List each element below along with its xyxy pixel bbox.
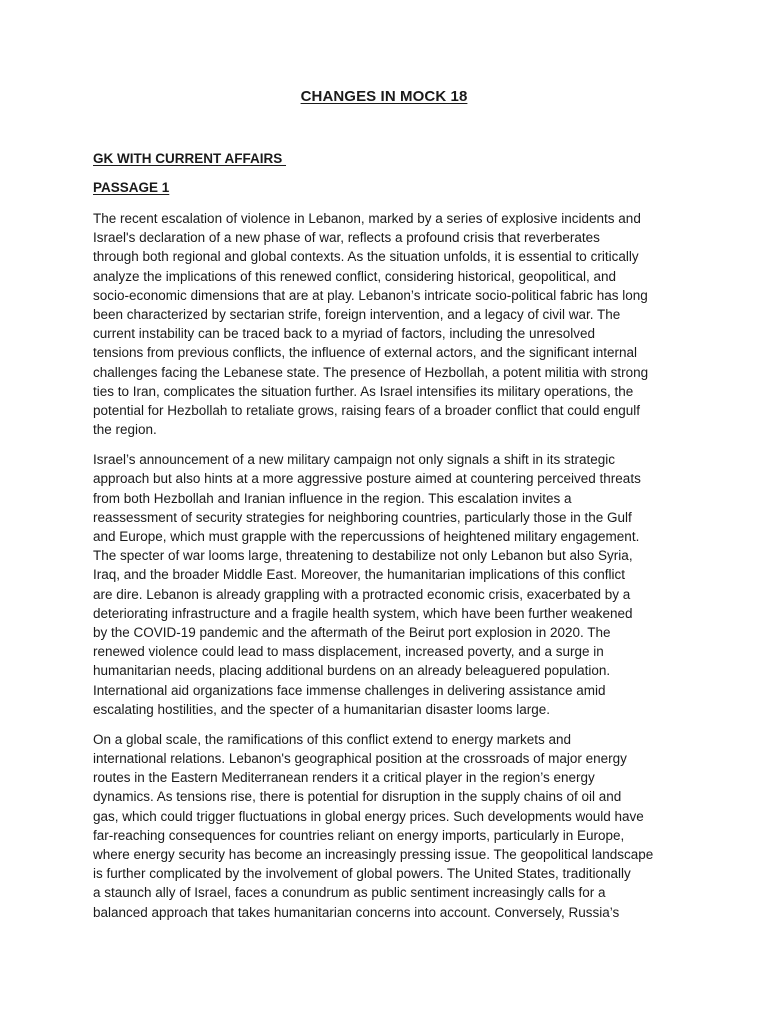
paragraph-line: Iraq, and the broader Middle East. Moreover, the humanitarian implications of this conflict: [93, 567, 626, 583]
paragraph-line: renewed violence could lead to mass displacement, increased poverty, and a surge in: [93, 644, 604, 660]
paragraph-line: by the COVID-19 pandemic and the aftermath of the Beirut port explosion in 2020. The: [93, 624, 611, 640]
paragraph-line: is further complicated by the involvement of global powers. The United States, traditionally: [93, 866, 631, 882]
paragraph-3: [93, 730, 679, 922]
paragraph-line: Israel’s announcement of a new military campaign not only signals a shift in its strategic: [93, 452, 616, 468]
paragraph-line: and Europe, which must grapple with the repercussions of heightened military engagement.: [93, 529, 640, 544]
paragraph-line: ties to Iran, complicates the situation further. As Israel intensifies its military operations, the: [93, 383, 634, 399]
paragraph-line: a staunch ally of Israel, faces a conundrum as public sentiment increasingly calls for a: [93, 885, 606, 901]
paragraph-line: Israel's declaration of a new phase of war, reflects a profound crisis that reverberates: [93, 230, 600, 246]
passage-body: [93, 209, 679, 933]
paragraph-line: current instability can be traced back to a myriad of factors, including the unresolved: [93, 326, 596, 342]
paragraph-line: far-reaching consequences for countries reliant on energy imports, particularly in Europe,: [93, 827, 625, 843]
paragraph-line: International aid organizations face immense challenges in delivering assistance amid: [93, 682, 606, 698]
paragraph-line: escalating hostilities, and the specter of a humanitarian disaster looms large.: [93, 701, 550, 717]
passage-heading: PASSAGE 1: [93, 180, 170, 195]
paragraph-line: tensions from previous conflicts, the influence of external actors, and the significant internal: [93, 345, 638, 361]
paragraph-line: deteriorating infrastructure and a fragile health system, which have been further weakened: [93, 605, 633, 621]
paragraph-line: dynamics. As tensions rise, there is potential for disruption in the supply chains of oil and: [93, 789, 622, 805]
paragraph-line: are dire. Lebanon is already grappling with a protracted economic crisis, exacerbated by a: [93, 586, 631, 602]
paragraph-line: The recent escalation of violence in Lebanon, marked by a series of explosive incidents and: [93, 211, 641, 226]
paragraph-line: approach but also hints at a more aggressive posture aimed at countering perceived threats: [93, 471, 641, 487]
paragraph-line: challenges facing the Lebanese state. The presence of Hezbollah, a potent militia with strong: [93, 364, 649, 380]
paragraph-line: The specter of war looms large, threatening to destabilize not only Lebanon but also Syria,: [93, 548, 633, 564]
paragraph-line: humanitarian needs, placing additional burdens on an already beleaguered population.: [93, 663, 611, 679]
paragraph-line: routes in the Eastern Mediterranean renders it a critical player in the region’s energy: [93, 770, 595, 786]
paragraph-line: the region.: [93, 422, 157, 438]
paragraph-line: analyze the implications of this renewed conflict, considering historical, geopolitical, and: [93, 268, 617, 284]
paragraph-line: On a global scale, the ramifications of this conflict extend to energy markets and: [93, 731, 571, 747]
paragraph-line: balanced approach that takes humanitarian concerns into account. Conversely, Russia’s: [93, 904, 620, 920]
section-heading: GK WITH CURRENT AFFAIRS: [93, 151, 286, 166]
paragraph-line: international relations. Lebanon's geographical position at the crossroads of major energy: [93, 751, 627, 767]
paragraph-line: reassessment of security strategies for neighboring countries, particularly those in the Gulf: [93, 509, 632, 525]
paragraph-1: [93, 209, 679, 439]
paragraph-line: through both regional and global contexts. As the situation unfolds, it is essential to critically: [93, 249, 639, 265]
paragraph-line: from both Hezbollah and Iranian influence in the region. This escalation invites a: [93, 490, 572, 506]
paragraph-line: socio-economic dimensions that are at play. Lebanon’s intricate socio-political fabric has long: [93, 287, 648, 303]
document-title: CHANGES IN MOCK 18: [300, 88, 468, 105]
paragraph-2: [93, 450, 679, 719]
paragraph-line: been characterized by sectarian strife, foreign intervention, and a legacy of civil war. The: [93, 306, 621, 322]
paragraph-line: potential for Hezbollah to retaliate grows, raising fears of a broader conflict that could engulf: [93, 402, 641, 418]
paragraph-line: gas, which could trigger fluctuations in global energy prices. Such developments would have: [93, 808, 644, 824]
paragraph-line: where energy security has become an increasingly pressing issue. The geopolitical landscape: [93, 847, 654, 862]
